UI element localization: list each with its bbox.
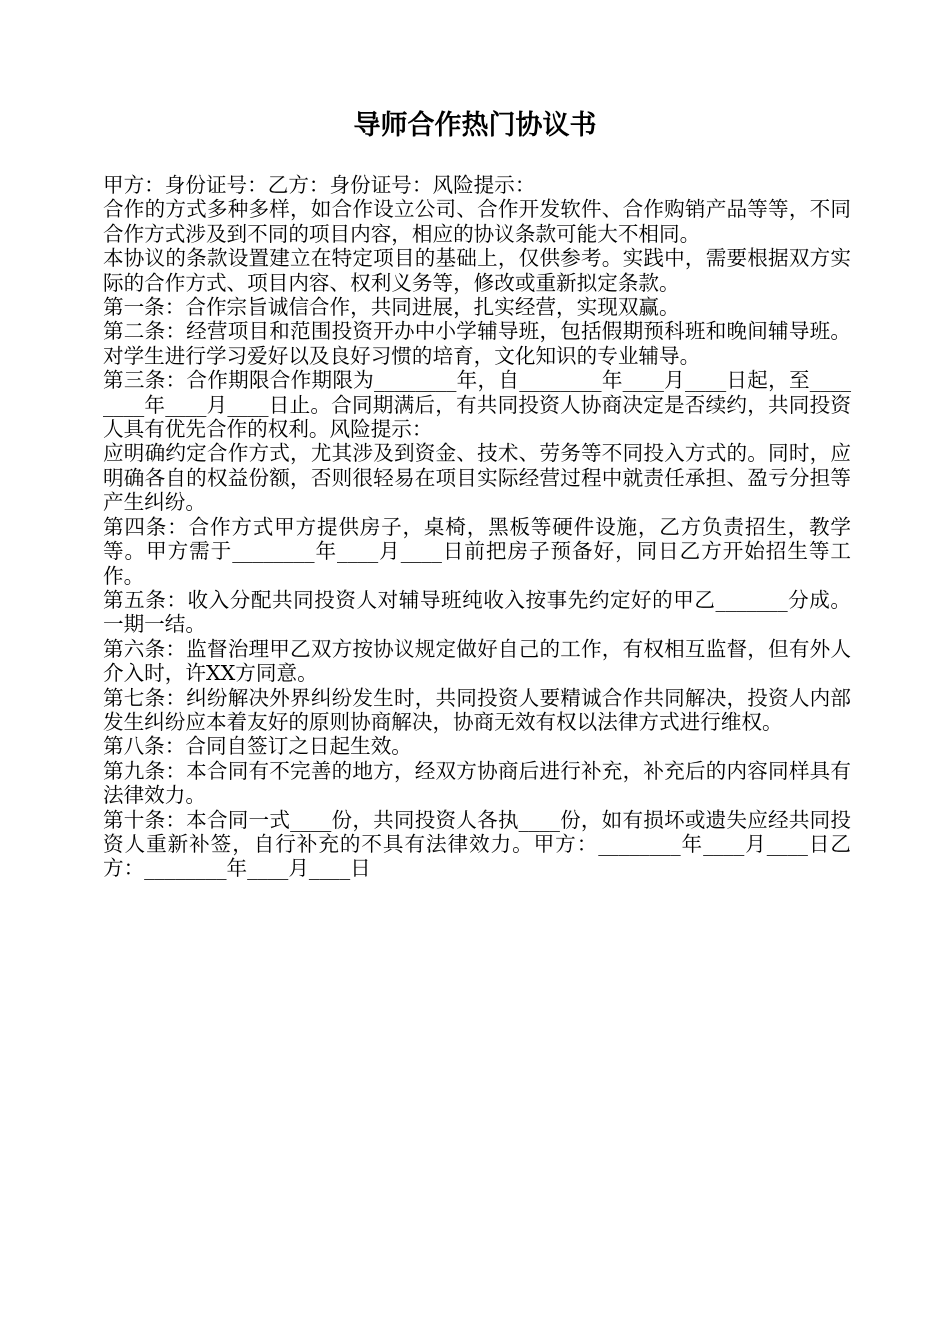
article-3: 第三条：合作期限合作期限为________年，自________年____月____日起，至________年____月____日止。合同期满后，有共同投资人协商决定是否续约，共同投资人具有优先合作的权利。风险提示：: [103, 368, 851, 442]
article-7: 第七条：纠纷解决外界纠纷发生时，共同投资人要精诚合作共同解决，投资人内部发生纠纷应本着友好的原则协商解决，协商无效有权以法律方式进行维权。: [103, 685, 851, 734]
document-title: 导师合作热门协议书: [353, 110, 597, 141]
paragraph-parties: 甲方：身份证号：乙方：身份证号：风险提示：: [103, 173, 536, 197]
article-8: 第八条：合同自签订之日起生效。: [103, 734, 412, 759]
article-2: 第二条：经营项目和范围投资开办中小学辅导班，包括假期预科班和晚间辅导班。对学生进行学习爱好以及良好习惯的培育，文化知识的专业辅导。: [103, 319, 851, 368]
article-6: 第六条：监督治理甲乙双方按协议规定做好自己的工作，有权相互监督，但有外人介入时，许XX方同意。: [103, 636, 851, 686]
paragraph-risk-note-2: 本协议的条款设置建立在特定项目的基础上，仅供参考。实践中，需要根据双方实际的合作方式、项目内容、权利义务等，修改或重新拟定条款。: [103, 246, 851, 295]
article-5: 第五条：收入分配共同投资人对辅导班纯收入按事先约定好的甲乙_______分成。一期一结。: [103, 587, 851, 637]
document-body: [103, 173, 851, 881]
article-1: 第一条：合作宗旨诚信合作，共同进展，扎实经营，实现双赢。: [103, 295, 680, 320]
paragraph-risk-note-1: 合作的方式多种多样，如合作设立公司、合作开发软件、合作购销产品等等，不同合作方式涉及到不同的项目内容，相应的协议条款可能大不相同。: [103, 197, 851, 246]
paragraph-risk-note-3: 应明确约定合作方式，尤其涉及到资金、技术、劳务等不同投入方式的。同时，应明确各自的权益份额，否则很轻易在项目实际经营过程中就责任承担、盈亏分担等产生纠纷。: [103, 441, 851, 515]
article-9: 第九条：本合同有不完善的地方，经双方协商后进行补充，补充后的内容同样具有法律效力。: [103, 758, 851, 808]
article-4: 第四条：合作方式甲方提供房子，桌椅，黑板等硬件设施，乙方负责招生，教学等。甲方需于________年____月____日前把房子预备好，同日乙方开始招生等工作。: [103, 514, 851, 588]
article-10-signatures: 第十条：本合同一式____份，共同投资人各执____份，如有损坏或遗失应经共同投资人重新补签，自行补充的不具有法律效力。甲方：________年____月____日乙方：________年____月____日: [103, 807, 851, 881]
